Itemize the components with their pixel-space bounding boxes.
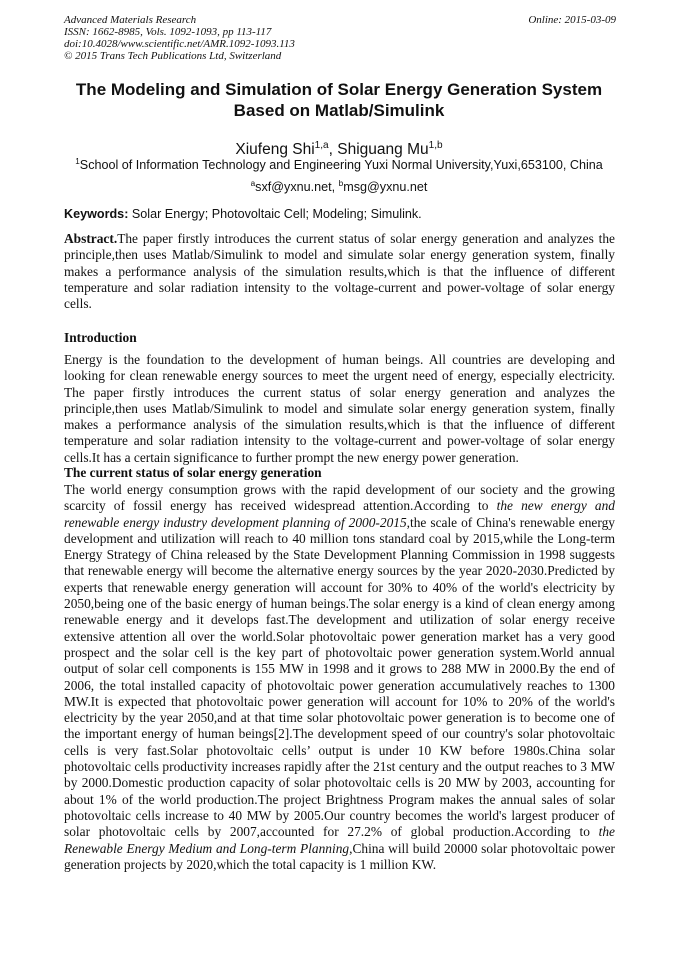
- text-segment: ,China will build 20000 solar photovoltaic power generation projects by 2020,which the total capacity is 1 million KW.: [64, 840, 616, 872]
- author-sup: 1,b: [428, 140, 443, 151]
- copyright: © 2015 Trans Tech Publications Ltd, Switzerland: [64, 50, 282, 62]
- introduction-heading: Introduction: [64, 330, 137, 345]
- issn: ISSN: 1662-8985, Vols. 1092-1093, pp 113-117: [64, 26, 272, 38]
- author-name: Xiufeng Shi: [235, 141, 315, 159]
- authors: Xiufeng Shi$^{1,a}$, Shiguang Mu$^{1,b}$: [235, 140, 443, 159]
- keywords: [64, 207, 422, 221]
- email: msg@yxnu.net: [343, 180, 428, 195]
- status-paragraph: [64, 482, 615, 873]
- author-sup: 1,a: [314, 140, 329, 151]
- keywords-text: Solar Energy; Photovoltaic Cell; Modeling; Simulink.: [131, 207, 422, 221]
- affiliation-sup: 1: [75, 157, 80, 166]
- cited-title: the new energy and renewable energy industry development planning of 2000-2015: [64, 498, 615, 530]
- email-sup: b: [338, 179, 344, 188]
- abstract-text: The paper firstly introduces the current status of solar energy generation and analyzes the principle,then uses Matlab/Simulink to model and simulate solar energy generation system, finally makes a performance analysis of the simulation results,which is that the influence of different temperature and solar radiation intensity to the voltage-current and power-voltage of solar energy cells.: [64, 231, 615, 312]
- status-heading: The current status of solar energy generation: [64, 465, 322, 480]
- paper-title: The Modeling and Simulation of Solar Energy Generation System Based on Matlab/Simulink: [75, 80, 603, 120]
- abstract-label: Abstract.: [64, 231, 118, 246]
- online-date: Online: 2015-03-09: [528, 14, 616, 26]
- abstract: [64, 231, 615, 312]
- journal-header: [64, 14, 616, 62]
- journal-name: Advanced Materials Research: [64, 14, 197, 26]
- doi: doi:10.4028/www.scientific.net/AMR.1092-1093.113: [64, 38, 295, 50]
- introduction-paragraph: Energy is the foundation to the development of human beings. All countries are developing and looking for clean renewable energy sources to meet the urgent need of energy, especially electricity. The paper firstly introduces the current status of solar energy generation and analyzes the principle,then uses Matlab/Simulink to model and simulate solar energy generation system, finally makes a performance analysis of the simulation results,which is that the influence of different temperature and solar radiation intensity to the voltage-current and power-voltage of solar energy cells.It has a certain significance to further prompt the new energy power generation.: [64, 352, 615, 465]
- author-name: Shiguang Mu: [337, 141, 429, 159]
- emails: $^a$sxf@yxnu.net, $^b$msg@yxnu.net: [250, 179, 428, 195]
- cited-title: the Renewable Energy Medium and Long-term Planning: [64, 824, 615, 856]
- keywords-label: Keywords:: [64, 207, 129, 221]
- affiliation-text: School of Information Technology and Engineering Yuxi Normal University,Yuxi,653100, China: [79, 158, 603, 173]
- text-segment: The world energy consumption grows with the rapid development of our society and the growing scarcity of fossil energy has received widespread attention.According to: [64, 482, 615, 514]
- text-segment: ,the scale of China's renewable energy development and utilization will reach to 40 million tons standard coal by 2015,while the Long-term Energy Strategy of China released by the State Development Planning Commission in 1998 suggests that renewable energy will become the alternative energy sources by the year 2020-2030.Predicted by experts that renewable energy generation will account for 30% to 40% of the world's electricity by 2050,being one of the basic energy of human beings.The solar energy is a kind of clean energy among renewable energy and it develops fast.The development and utilization of solar energy receive extensive attention all over the world.Solar photovoltaic power generation market has a very good prospect and the solar cell is the key part of photovoltaic power generation system.World annual output of solar cell components is 155 MW in 1998 and it grows to 288 MW in 2000.By the end of 2006, the total installed capacity of photovoltaic power generation accumulatively reaches to 1300 MW.It is expected that photovoltaic power generation will account for 10% to 20% of the world's electricity by the year 2050,and at that time solar photovoltaic power generation is to become one of the important energy of human beings[2].The development speed of our country's solar photovoltaic cells is very fast.Solar photovoltaic cells’ output is under 10 KW before 1980s.China solar photovoltaic cells productivity increases rapidly after the 21st century and the output reaches to 3 MW by 2000.Domestic production capacity of solar photovoltaic cells is 20 MW by 2003, accounting for about 1% of the world production.The project Brightness Program makes the annual sales of solar photovoltaic cells increase to 40 MW by 2005.Our country becomes the world's largest producer of solar photovoltaic cells by 2007,accounted for 27.2% of global production.According to: [64, 514, 615, 840]
- email-sup: a: [250, 179, 256, 188]
- affiliation: [0, 157, 678, 172]
- email: sxf@yxnu.net: [255, 180, 332, 195]
